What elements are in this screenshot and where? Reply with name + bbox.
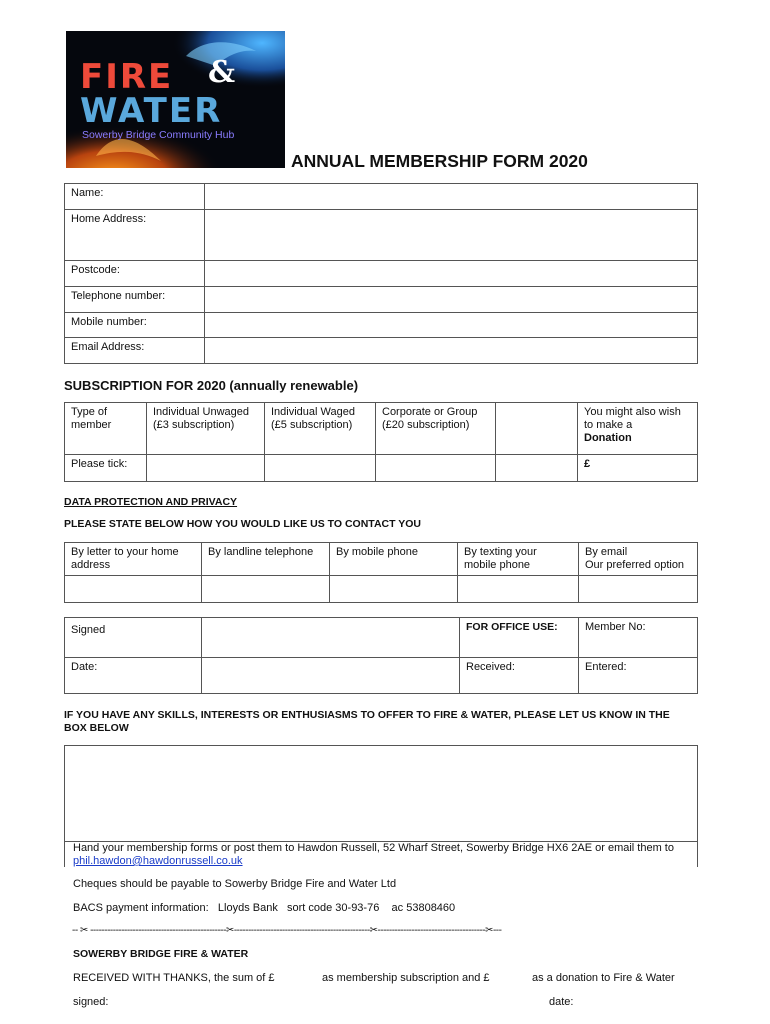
submission-text: Hand your membership forms or post them to Hawdon Russell, 52 Wharf Street, Sowerby Bridge HX6 2AE or email them to	[73, 842, 674, 854]
pref-letter-label: By letter to your home address	[65, 543, 202, 576]
fire-water-logo	[66, 31, 285, 168]
name-label: Name:	[65, 184, 205, 210]
please-tick-label: Please tick:	[65, 455, 147, 482]
bacs-info: BACS payment information: Lloyds Bank sort code 30-93-76 ac 53808460	[73, 902, 456, 914]
skills-heading: IF YOU HAVE ANY SKILLS, INTERESTS OR ENTHUSIASMS TO OFFER TO FIRE & WATER, PLEASE LET US KNOW IN THE BOX BELOW	[64, 709, 670, 734]
blank-cell	[496, 403, 578, 455]
donation-cell	[578, 403, 698, 455]
email-link[interactable]: phil.hawdon@hawdonrussell.co.uk	[73, 855, 243, 867]
logo-fire-text: FIRE	[80, 57, 174, 97]
pref-mobile-box[interactable]	[330, 576, 458, 603]
pref-mobile-label: By mobile phone	[330, 543, 458, 576]
home-address-label: Home Address:	[65, 210, 205, 261]
pound-sign: £	[584, 458, 591, 470]
skills-input-box[interactable]	[64, 745, 698, 842]
option-waged-price: (£5 subscription)	[271, 419, 353, 431]
date-label: Date:	[65, 658, 202, 694]
option-corporate-price: (£20 subscription)	[382, 419, 470, 431]
mobile-field[interactable]	[205, 313, 698, 338]
option-corporate-label: Corporate or Group	[382, 406, 478, 418]
pref-email-cell	[579, 543, 698, 576]
logo-ampersand: &	[208, 55, 236, 90]
contact-preference-table	[64, 542, 698, 603]
name-field[interactable]	[205, 184, 698, 210]
tick-corporate-box[interactable]	[376, 455, 496, 482]
cheques-note: Cheques should be payable to Sowerby Bridge Fire and Water Ltd	[73, 878, 397, 890]
receipt-heading: SOWERBY BRIDGE FIRE & WATER	[73, 948, 249, 960]
option-waged-label: Individual Waged	[271, 406, 355, 418]
donation-label: You might also wish to make a	[584, 406, 681, 431]
email-label: Email Address:	[65, 338, 205, 364]
receipt-signed-label: signed:	[73, 996, 109, 1008]
received-label: Received:	[460, 658, 579, 694]
date-field[interactable]	[202, 658, 460, 694]
option-corporate	[376, 403, 496, 455]
submission-instructions	[73, 842, 701, 868]
box-left-edge	[64, 840, 65, 867]
logo-tagline: Sowerby Bridge Community Hub	[82, 129, 235, 141]
signature-office-table	[64, 617, 698, 694]
email-field[interactable]	[205, 338, 698, 364]
option-unwaged	[147, 403, 265, 455]
telephone-label: Telephone number:	[65, 287, 205, 313]
member-type-label: Type of member	[65, 403, 147, 455]
donation-text: as a donation to Fire & Water	[532, 972, 675, 984]
tick-blank-box	[496, 455, 578, 482]
donation-word: Donation	[584, 432, 632, 444]
form-title: ANNUAL MEMBERSHIP FORM 2020	[291, 151, 588, 171]
receipt-date-label: date:	[549, 996, 574, 1008]
signed-label: Signed	[65, 618, 202, 658]
signature-field[interactable]	[202, 618, 460, 658]
pref-texting-box[interactable]	[458, 576, 579, 603]
contact-preference-heading: PLEASE STATE BELOW HOW YOU WOULD LIKE US TO CONTACT YOU	[64, 518, 422, 530]
option-unwaged-label: Individual Unwaged	[153, 406, 250, 418]
pref-email-box[interactable]	[579, 576, 698, 603]
data-protection-heading: DATA PROTECTION AND PRIVACY	[64, 496, 238, 508]
pref-texting-label: By texting your mobile phone	[458, 543, 579, 576]
subscription-heading: SUBSCRIPTION FOR 2020 (annually renewable)	[64, 378, 359, 393]
cut-line: -- ✂ ------------------------------------------------✂------------------------------------------------✂--------------------------------------✂---	[72, 925, 502, 936]
entered-label: Entered:	[579, 658, 698, 694]
subscription-table	[64, 402, 698, 482]
tick-waged-box[interactable]	[265, 455, 376, 482]
donation-amount-field[interactable]	[578, 455, 698, 482]
logo-water-text: WATER	[80, 91, 223, 131]
pref-landline-label: By landline telephone	[202, 543, 330, 576]
postcode-label: Postcode:	[65, 261, 205, 287]
membership-sum-text: as membership subscription and £	[322, 972, 490, 984]
received-sum-text: RECEIVED WITH THANKS, the sum of £	[73, 972, 275, 984]
postcode-field[interactable]	[205, 261, 698, 287]
telephone-field[interactable]	[205, 287, 698, 313]
mobile-label: Mobile number:	[65, 313, 205, 338]
pref-letter-box[interactable]	[65, 576, 202, 603]
tick-unwaged-box[interactable]	[147, 455, 265, 482]
option-waged	[265, 403, 376, 455]
member-no-label: Member No:	[579, 618, 698, 658]
office-use-label: FOR OFFICE USE:	[460, 618, 579, 658]
option-unwaged-price: (£3 subscription)	[153, 419, 235, 431]
pref-email-label: By email	[585, 546, 628, 558]
home-address-field[interactable]	[205, 210, 698, 261]
contact-details-table	[64, 183, 698, 364]
pref-landline-box[interactable]	[202, 576, 330, 603]
preferred-option-note: Our preferred option	[585, 559, 685, 571]
